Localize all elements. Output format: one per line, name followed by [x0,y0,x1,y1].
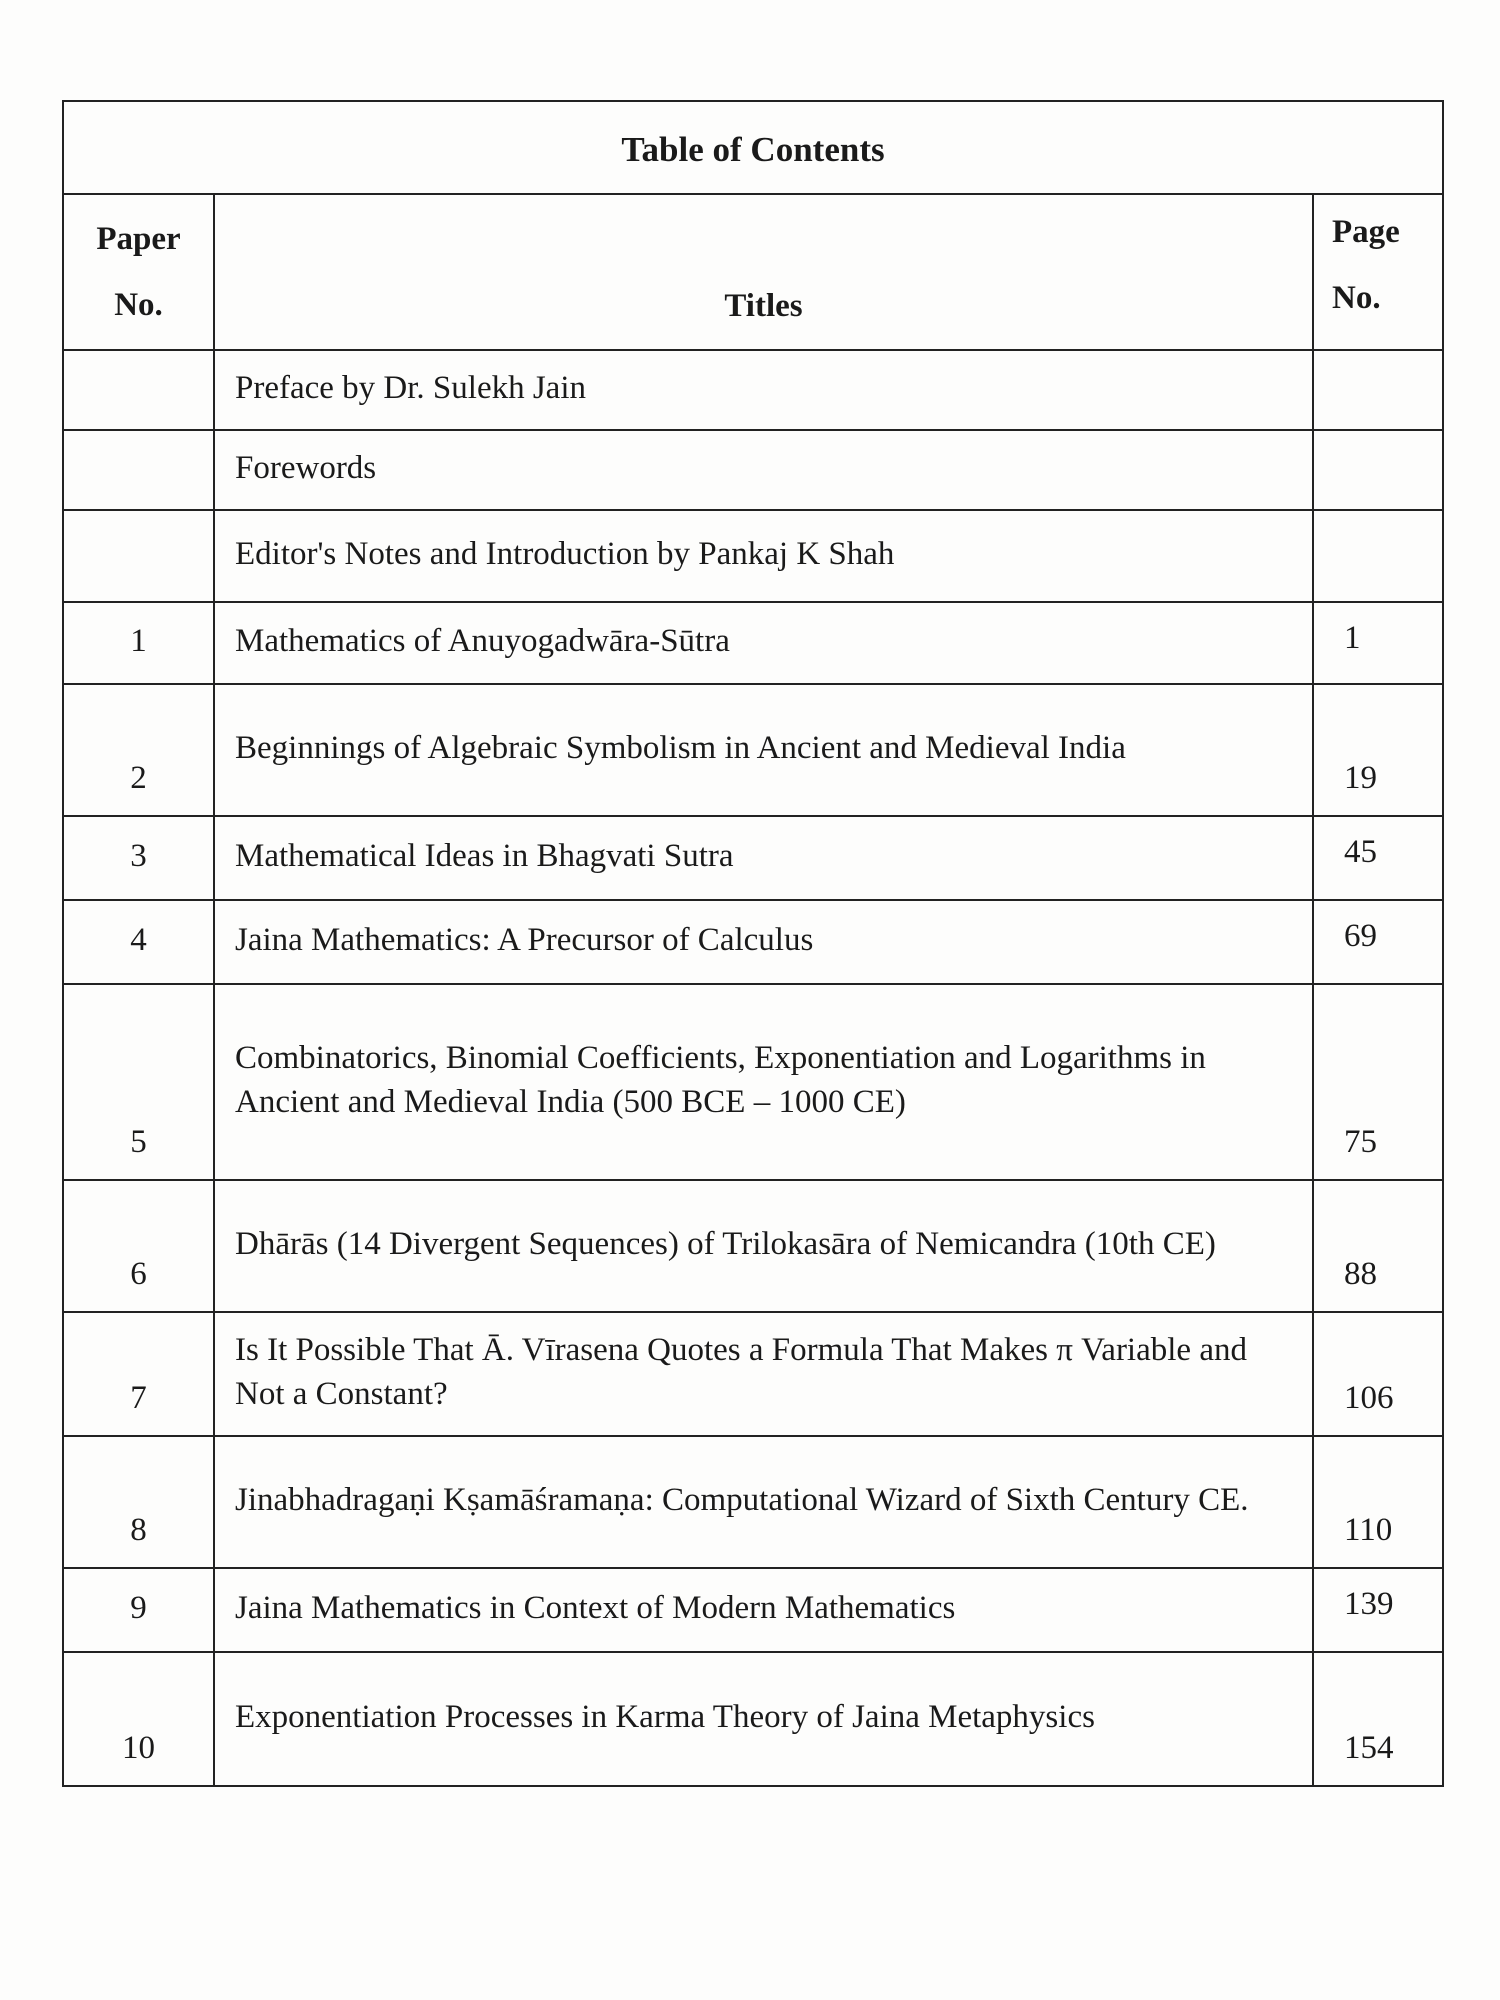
paper-no: 9 [63,1568,214,1652]
paper-no [63,350,214,430]
table-title: Table of Contents [63,101,1443,194]
paper-title: Beginnings of Algebraic Symbolism in Ancient and Medieval India [214,684,1313,816]
paper-title: Dhārās (14 Divergent Sequences) of Trilokasāra of Nemicandra (10th CE) [214,1180,1313,1312]
paper-title: Forewords [214,430,1313,510]
paper-title: Jaina Mathematics in Context of Modern Mathematics [214,1568,1313,1652]
paper-title: Jaina Mathematics: A Precursor of Calculus [214,900,1313,984]
header-row [63,194,1443,350]
table-of-contents [62,100,1444,1787]
table-row [63,350,1443,430]
header-titles: Titles [214,194,1313,350]
paper-no: 8 [63,1436,214,1568]
page-no: 110 [1313,1436,1443,1568]
page-no [1313,350,1443,430]
header-paper-no [63,194,214,350]
table-row [63,1180,1443,1312]
paper-no: 1 [63,602,214,684]
paper-no: 7 [63,1312,214,1436]
page-no: 88 [1313,1180,1443,1312]
paper-title: Combinatorics, Binomial Coefficients, Exponentiation and Logarithms in Ancient and Medieval India (500 BCE – 1000 CE) [214,984,1313,1180]
page-no: 75 [1313,984,1443,1180]
page-no: 19 [1313,684,1443,816]
table-row [63,816,1443,900]
header-page-no [1313,194,1443,350]
paper-no [63,430,214,510]
table-row [63,1652,1443,1786]
page-no: 1 [1313,602,1443,684]
header-paper-no-line2: No. [114,287,163,323]
table-row [63,602,1443,684]
table-row [63,984,1443,1180]
page-no: 106 [1313,1312,1443,1436]
table-row [63,510,1443,602]
header-paper-no-line1: Paper [96,221,181,257]
table-row [63,1436,1443,1568]
table-row [63,1568,1443,1652]
page-no: 139 [1313,1568,1443,1652]
paper-title: Exponentiation Processes in Karma Theory of Jaina Metaphysics [214,1652,1313,1786]
header-page-no-line1: Page [1332,214,1400,250]
paper-no: 2 [63,684,214,816]
table-title-row [63,101,1443,194]
paper-title: Mathematical Ideas in Bhagvati Sutra [214,816,1313,900]
table-row [63,900,1443,984]
paper-no: 5 [63,984,214,1180]
page-no: 69 [1313,900,1443,984]
paper-title: Editor's Notes and Introduction by Pankaj K Shah [214,510,1313,602]
page-no: 154 [1313,1652,1443,1786]
paper-no: 10 [63,1652,214,1786]
page-no [1313,430,1443,510]
paper-title: Jinabhadragaṇi Kṣamāśramaṇa: Computational Wizard of Sixth Century CE. [214,1436,1313,1568]
paper-no: 4 [63,900,214,984]
paper-no [63,510,214,602]
page-no [1313,510,1443,602]
table-row [63,1312,1443,1436]
header-page-no-line2: No. [1332,280,1381,316]
paper-no: 3 [63,816,214,900]
paper-title: Preface by Dr. Sulekh Jain [214,350,1313,430]
table-row [63,684,1443,816]
table-row [63,430,1443,510]
page-no: 45 [1313,816,1443,900]
paper-title: Mathematics of Anuyogadwāra-Sūtra [214,602,1313,684]
paper-title: Is It Possible That Ā. Vīrasena Quotes a Formula That Makes π Variable and Not a Constant? [214,1312,1313,1436]
paper-no: 6 [63,1180,214,1312]
